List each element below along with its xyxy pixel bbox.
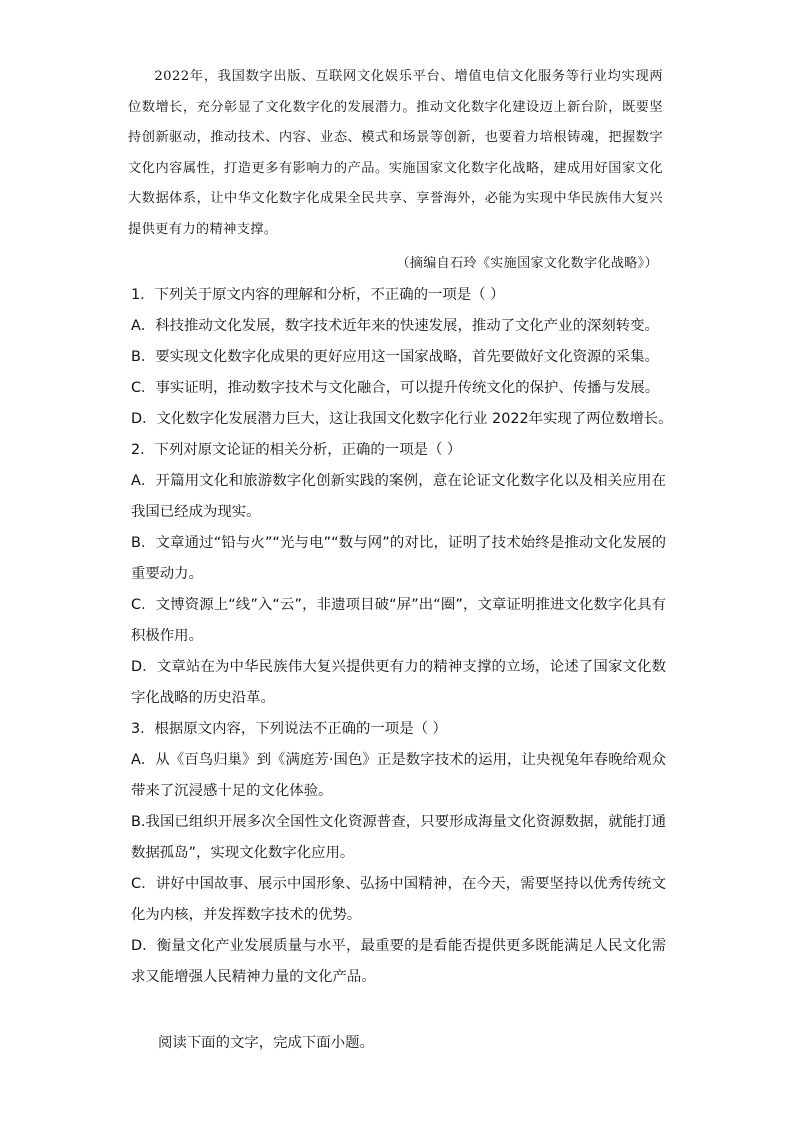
passage-source: （摘编自石玲《实施国家文化数字化战略》）: [396, 256, 658, 271]
question-2-option-a: A．开篇用文化和旅游数字化创新实践的案例，意在论证文化数字化以及相关应用在我国已经成为现实。: [131, 473, 666, 520]
question-1-stem: 1．下列关于原文内容的理解和分析，不正确的一项是（ ）: [131, 287, 505, 303]
question-3-option-d: D．衡量文化产业发展质量与水平，最重要的是看能否提供更多既能满足人民文化需求又能增强人民精神力量的文化产品。: [131, 938, 666, 985]
question-list: [131, 280, 673, 993]
question-3-stem: 3．根据原文内容，下列说法不正确的一项是（ ）: [131, 721, 447, 737]
question-1-option-a: A．科技推动文化发展，数字技术近年来的快速发展，推动了文化产业的深刻转变。: [131, 318, 659, 334]
question-2-stem: 2．下列对原文论证的相关分析，正确的一项是（ ）: [131, 442, 462, 458]
question-3-option-b: B.我国已组织开展多次全国性文化资源普查，只要形成海量文化资源数据，就能打通数据孤岛”，实现文化数字化应用。: [131, 814, 666, 861]
question-2-option-d: D．文章站在为中华民族伟大复兴提供更有力的精神支撑的立场，论述了国家文化数字化战略的历史沿革。: [131, 659, 666, 706]
reading-instruction: 阅读下面的文字，完成下面小题。: [158, 1035, 374, 1051]
question-2-option-c: C．文博资源上“线”入“云”，非遗项目破“屏”出“圈”，文章证明推进文化数字化具有积极作用。: [131, 597, 666, 644]
question-1-option-d: D．文化数字化发展潜力巨大，这让我国文化数字化行业 2022年实现了两位数增长。: [131, 411, 673, 427]
question-1-option-c: C．事实证明，推动数字技术与文化融合，可以提升传统文化的保护、传播与发展。: [131, 380, 660, 396]
question-1-option-b: B．要实现文化数字化成果的更好应用这一国家战略，首先要做好文化资源的采集。: [131, 349, 659, 365]
question-3-option-a: A．从《百鸟归巢》到《满庭芳·国色》正是数字技术的运用，让央视兔年春晚给观众带来了沉浸感十足的文化体验。: [131, 752, 666, 799]
reading-passage: 2022年，我国数字出版、互联网文化娱乐平台、增值电信文化服务等行业均实现两位数增长，充分彰显了文化数字化的发展潜力。推动文化数字化建设迈上新台阶，既要坚持创新驱动，推动技术、内容、业态、模式和场景等创新，也要着力培根铸魂，把握数字文化内容属性，打造更多有影响力的产品。实施国家文化数字化战略，建成用好国家文化大数据体系，让中华文化数字化成果全民共享、享誉海外，必能为实现中华民族伟大复兴提供更有力的精神支撑。: [128, 69, 663, 237]
question-3-option-c: C．讲好中国故事、展示中国形象、弘扬中国精神，在今天，需要坚持以优秀传统文化为内核，并发挥数字技术的优势。: [131, 876, 666, 923]
question-2-option-b: B．文章通过“铅与火”“光与电”“数与网”的对比，证明了技术始终是推动文化发展的重要动力。: [131, 535, 666, 582]
